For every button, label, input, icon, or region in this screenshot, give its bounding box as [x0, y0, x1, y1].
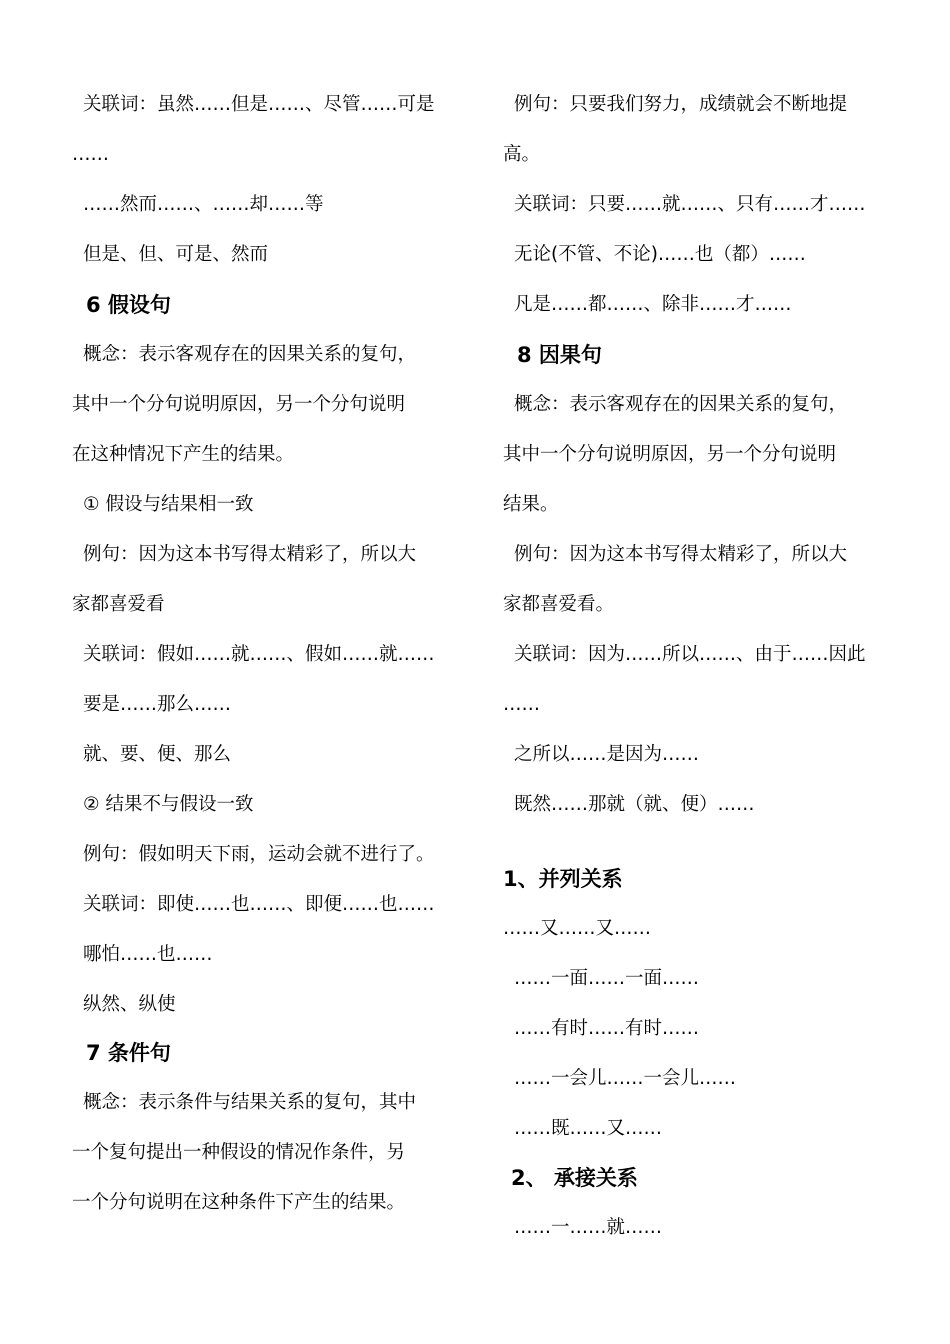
- text-line: 例句：因为这本书写得太精彩了，所以大: [514, 544, 848, 565]
- text-line: 但是、但、可是、然而: [83, 244, 269, 265]
- text-line: ……然而……、……却……等: [83, 194, 324, 215]
- text-line: 关联词：虽然……但是……、尽管……可是: [83, 94, 435, 115]
- text-line: 其中一个分句说明原因，另一个分句说明: [503, 444, 837, 465]
- section-heading: 8 因果句: [517, 343, 602, 367]
- text-line: ……又……又……: [503, 918, 652, 939]
- text-line: 家都喜爱看: [72, 594, 165, 615]
- text-line: 关联词：即使……也……、即便……也……: [83, 894, 435, 915]
- text-line: 例句：因为这本书写得太精彩了，所以大: [83, 544, 417, 565]
- text-line: 概念：表示客观存在的因果关系的复句，: [514, 394, 848, 415]
- text-line: 哪怕……也……: [83, 944, 213, 965]
- text-line: 家都喜爱看。: [503, 594, 615, 615]
- text-line: 例句：只要我们努力，成绩就会不断地提: [514, 94, 848, 115]
- text-line: 既然……那就（就、便）……: [514, 794, 755, 815]
- text-line: 关联词：只要……就……、只有……才……: [514, 194, 866, 215]
- section-heading: 1、并列关系: [503, 867, 623, 891]
- text-line: ……: [72, 144, 109, 165]
- text-line: 其中一个分句说明原因，另一个分句说明: [72, 394, 406, 415]
- text-line: 一个复句提出一种假设的情况作条件，另: [72, 1142, 406, 1163]
- text-line: 之所以……是因为……: [514, 744, 700, 765]
- text-line: 在这种情况下产生的结果。: [72, 444, 295, 465]
- text-line: ……: [503, 694, 540, 715]
- text-line: 概念：表示客观存在的因果关系的复句，: [83, 344, 417, 365]
- section-heading: 2、 承接关系: [511, 1166, 638, 1190]
- text-line: 无论(不管、不论)……也（都）……: [514, 244, 806, 265]
- text-line: ……一面……一面……: [514, 968, 700, 989]
- text-line: 就、要、便、那么: [83, 744, 232, 765]
- text-line: ……一……就……: [514, 1217, 663, 1238]
- text-line: ……既……又……: [514, 1118, 663, 1139]
- text-line: ① 假设与结果相一致: [83, 494, 254, 515]
- text-line: 结果。: [503, 494, 559, 515]
- text-line: 一个分句说明在这种条件下产生的结果。: [72, 1192, 406, 1213]
- section-heading: 7 条件句: [86, 1041, 171, 1065]
- text-line: ② 结果不与假设一致: [83, 794, 254, 815]
- text-line: 高。: [503, 144, 541, 165]
- text-line: 概念：表示条件与结果关系的复句，其中: [83, 1092, 417, 1113]
- text-line: 关联词：因为……所以……、由于……因此: [514, 644, 866, 665]
- text-line: 关联词：假如……就……、假如……就……: [83, 644, 435, 665]
- text-line: 要是……那么……: [83, 694, 232, 715]
- text-line: 凡是……都……、除非……才……: [514, 294, 792, 315]
- text-line: ……有时……有时……: [514, 1018, 700, 1039]
- text-line: 例句：假如明天下雨，运动会就不进行了。: [83, 844, 435, 865]
- text-line: 纵然、纵使: [83, 994, 176, 1015]
- section-heading: 6 假设句: [86, 293, 171, 317]
- text-line: ……一会儿……一会儿……: [514, 1068, 737, 1089]
